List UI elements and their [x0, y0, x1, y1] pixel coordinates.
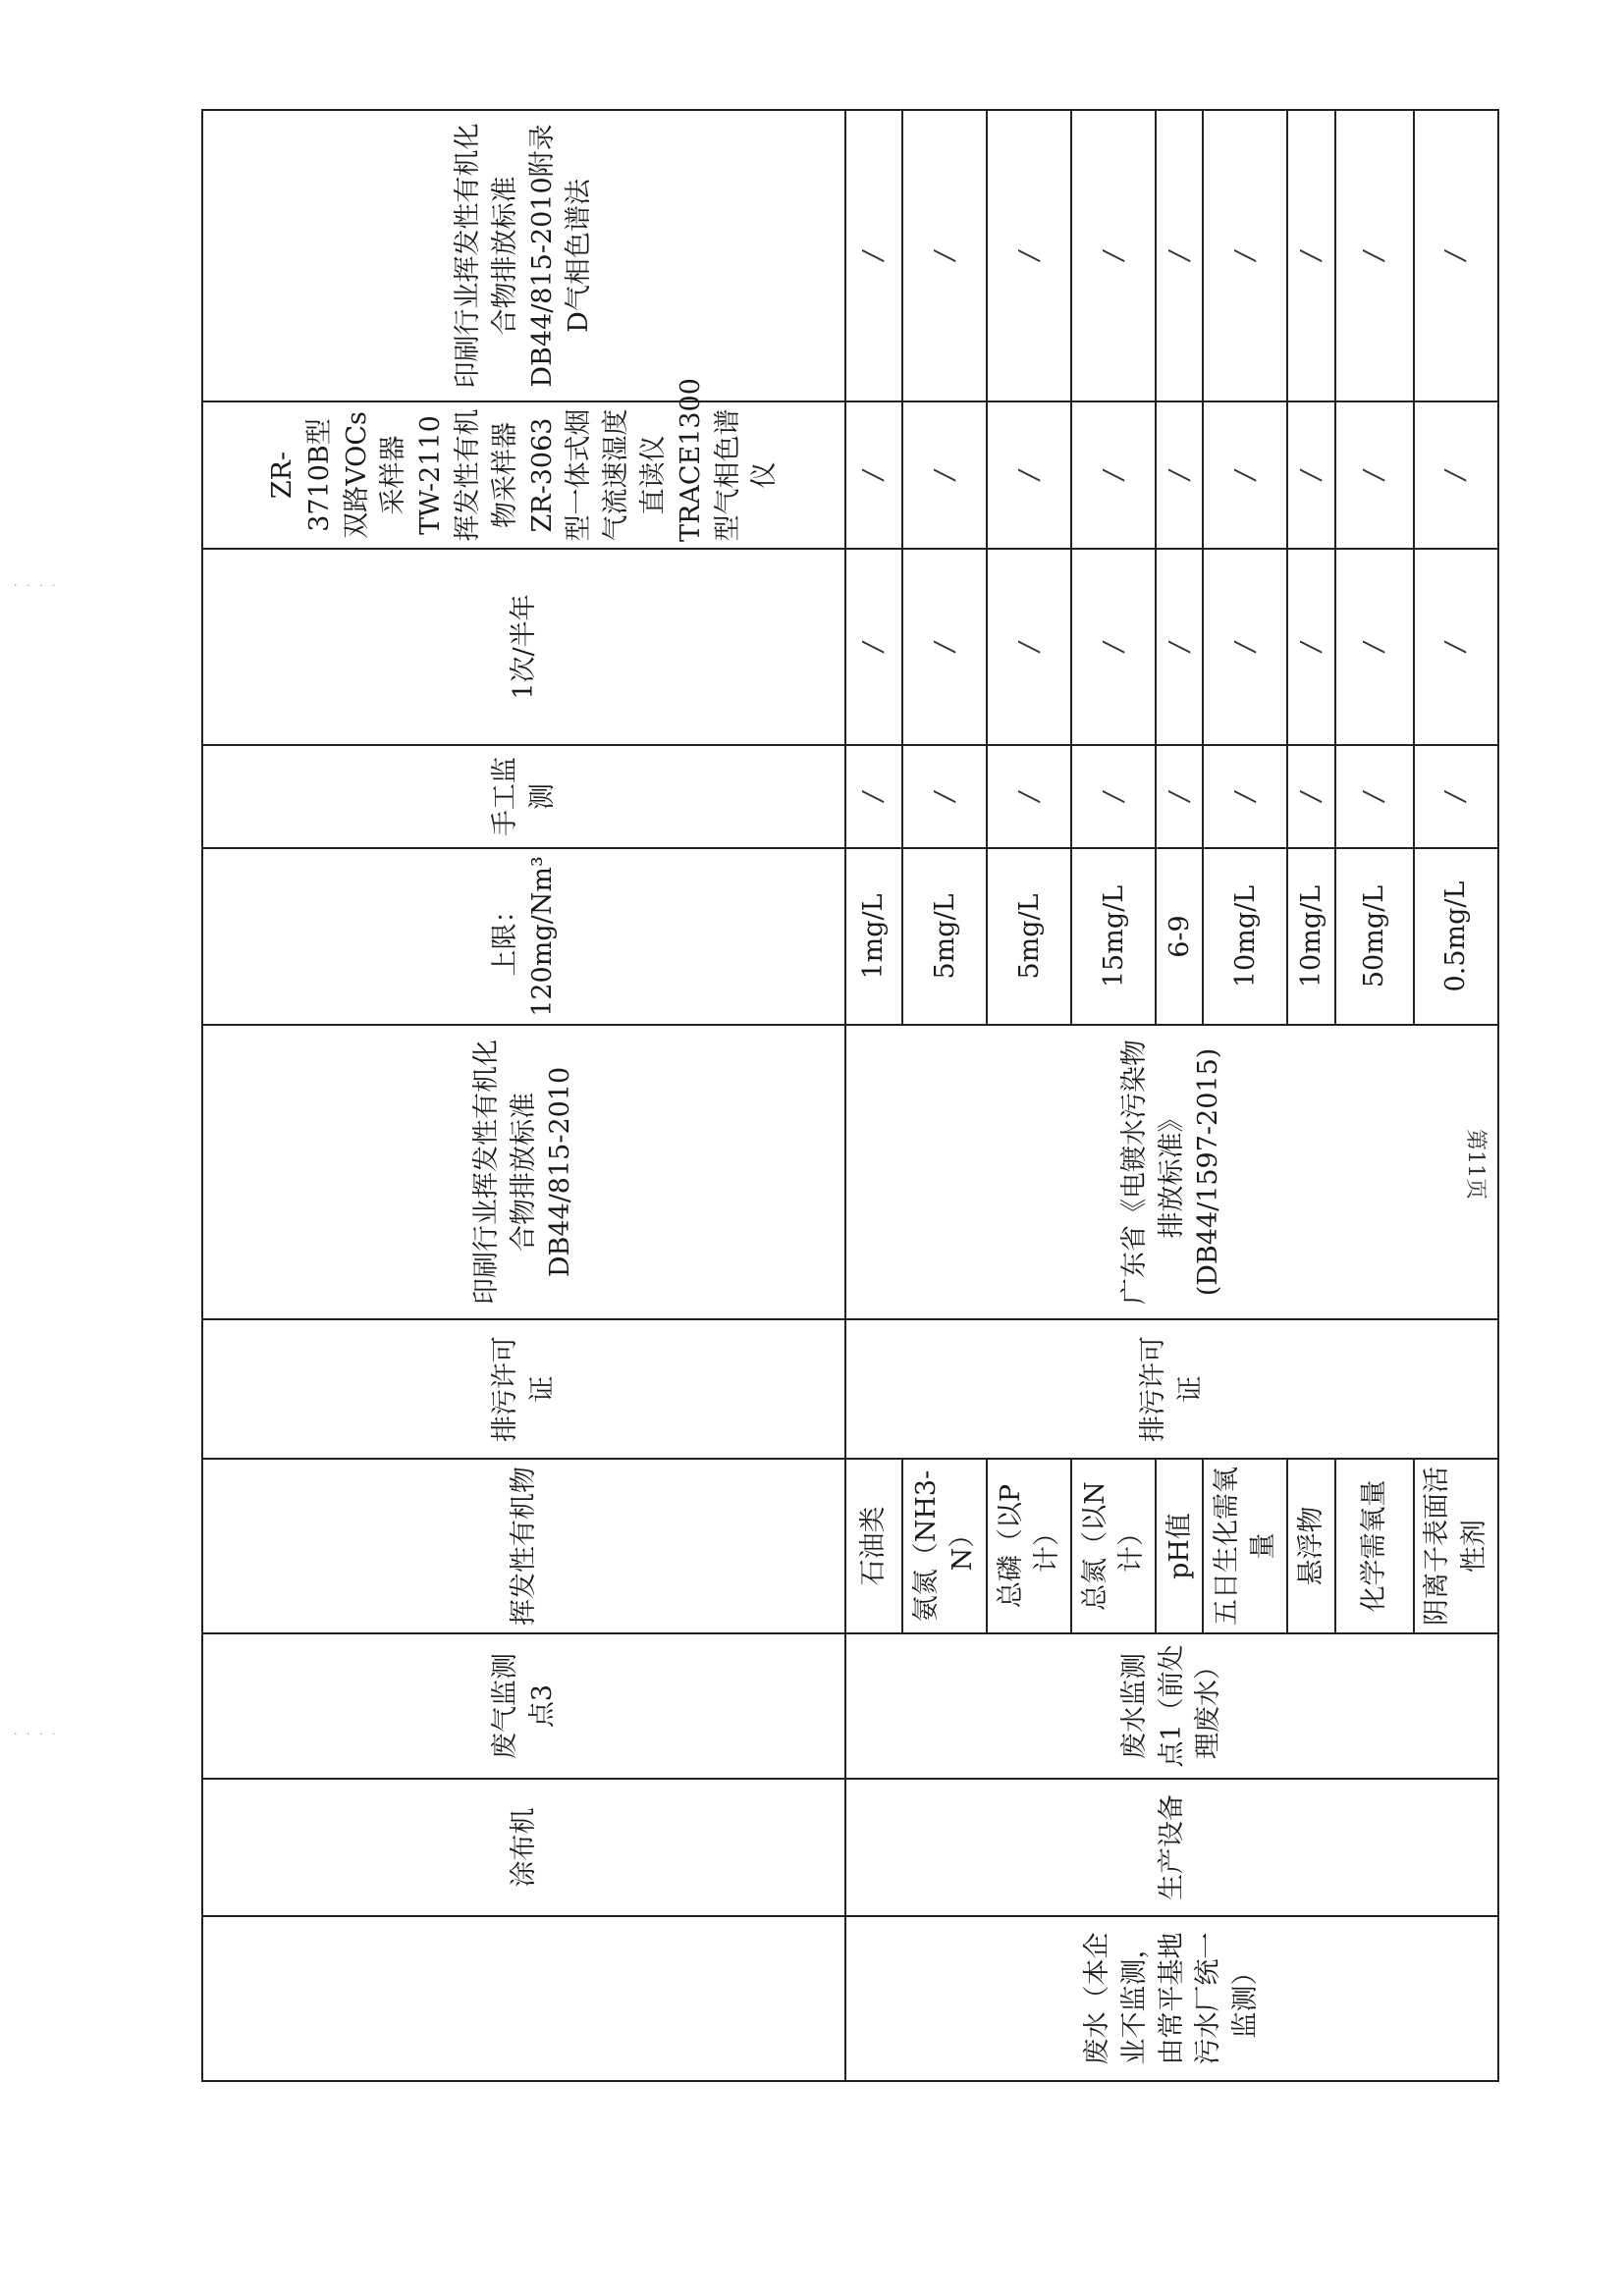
source-cell: 排污许可证 — [202, 1319, 845, 1459]
frequency-cell: 1次/半年 — [202, 549, 845, 745]
pollutant-cell: 化学需氧量 — [1335, 1459, 1414, 1633]
instrument-cell: ZR-3710B型双路VOCs采样器 TW-2110挥发性有机物采样器 ZR-3063型一体式烟气流速湿度直读仪 TRACE1300型气相色谱仪 — [202, 401, 845, 549]
monitoring-point-cell: 废水监测点1（前处理废水） — [845, 1633, 1498, 1779]
pollutant-cell: 总氮（以N计） — [1071, 1459, 1156, 1633]
instrument-cell: / — [1156, 401, 1203, 549]
scan-artifact: · · · · — [14, 579, 59, 592]
pollutant-cell: pH值 — [1156, 1459, 1203, 1633]
frequency-cell: / — [845, 549, 902, 745]
pollutant-cell: 悬浮物 — [1287, 1459, 1334, 1633]
facility-cell: 涂布机 — [202, 1779, 845, 1916]
mode-cell: / — [902, 745, 987, 848]
pollutant-cell: 阴离子表面活性剂 — [1414, 1459, 1498, 1633]
standard-cell: 广东省《电镀水污染物排放标准》(DB44/1597-2015) — [845, 1025, 1498, 1319]
method-cell: / — [902, 110, 987, 401]
limit-cell: 10mg/L — [1203, 848, 1287, 1025]
instrument-cell: / — [1414, 401, 1498, 549]
standard-cell: 印刷行业挥发性有机化合物排放标准DB44/815-2010 — [202, 1025, 845, 1319]
method-cell: / — [1287, 110, 1334, 401]
mode-cell: / — [1414, 745, 1498, 848]
method-cell: / — [1335, 110, 1414, 401]
method-cell: 印刷行业挥发性有机化合物排放标准DB44/815-2010附录D气相色谱法 — [202, 110, 845, 401]
instrument-cell: / — [987, 401, 1071, 549]
limit-cell: 50mg/L — [1335, 848, 1414, 1025]
table-row — [202, 110, 845, 2081]
mode-cell: / — [1287, 745, 1334, 848]
limit-cell: 0.5mg/L — [1414, 848, 1498, 1025]
pollutant-cell: 总磷（以P计） — [987, 1459, 1071, 1633]
frequency-cell: / — [1071, 549, 1156, 745]
instrument-cell: / — [1287, 401, 1334, 549]
mode-cell: 手工监测 — [202, 745, 845, 848]
mode-cell: / — [1156, 745, 1203, 848]
mode-cell: / — [1071, 745, 1156, 848]
frequency-cell: / — [987, 549, 1071, 745]
scan-artifact: · · · · — [14, 1728, 59, 1740]
mode-cell: / — [1335, 745, 1414, 848]
frequency-cell: / — [1203, 549, 1287, 745]
table-row — [845, 110, 902, 2081]
instrument-cell: / — [1335, 401, 1414, 549]
limit-cell: 5mg/L — [902, 848, 987, 1025]
frequency-cell: / — [1414, 549, 1498, 745]
pollutant-cell: 石油类 — [845, 1459, 902, 1633]
method-cell: / — [987, 110, 1071, 401]
pollutant-cell: 五日生化需氧量 — [1203, 1459, 1287, 1633]
limit-cell: 15mg/L — [1071, 848, 1156, 1025]
category-cell: 废水（本企业不监测，由常平基地污水厂统一监测） — [845, 1916, 1498, 2081]
method-cell: / — [1156, 110, 1203, 401]
limit-cell: 5mg/L — [987, 848, 1071, 1025]
instrument-cell: / — [902, 401, 987, 549]
instrument-cell: / — [1071, 401, 1156, 549]
frequency-cell: / — [1156, 549, 1203, 745]
frequency-cell: / — [1335, 549, 1414, 745]
limit-cell: 10mg/L — [1287, 848, 1334, 1025]
mode-cell: / — [987, 745, 1071, 848]
instrument-cell: / — [1203, 401, 1287, 549]
frequency-cell: / — [902, 549, 987, 745]
instrument-cell: / — [845, 401, 902, 549]
pollutant-cell: 氨氮（NH3-N） — [902, 1459, 987, 1633]
method-cell: / — [1414, 110, 1498, 401]
limit-cell: 1mg/L — [845, 848, 902, 1025]
mode-cell: / — [845, 745, 902, 848]
limit-cell: 6-9 — [1156, 848, 1203, 1025]
monitoring-table — [201, 109, 1499, 2082]
pollutant-cell: 挥发性有机物 — [202, 1459, 845, 1633]
mode-cell: / — [1203, 745, 1287, 848]
method-cell: / — [845, 110, 902, 401]
facility-cell: 生产设备 — [845, 1779, 1498, 1916]
page-number: 第11页 — [1463, 1129, 1488, 1200]
method-cell: / — [1071, 110, 1156, 401]
category-cell — [202, 1916, 845, 2081]
limit-cell: 上限：120mg/Nm³ — [202, 848, 845, 1025]
method-cell: / — [1203, 110, 1287, 401]
source-cell: 排污许可证 — [845, 1319, 1498, 1459]
monitoring-point-cell: 废气监测点3 — [202, 1633, 845, 1779]
frequency-cell: / — [1287, 549, 1334, 745]
